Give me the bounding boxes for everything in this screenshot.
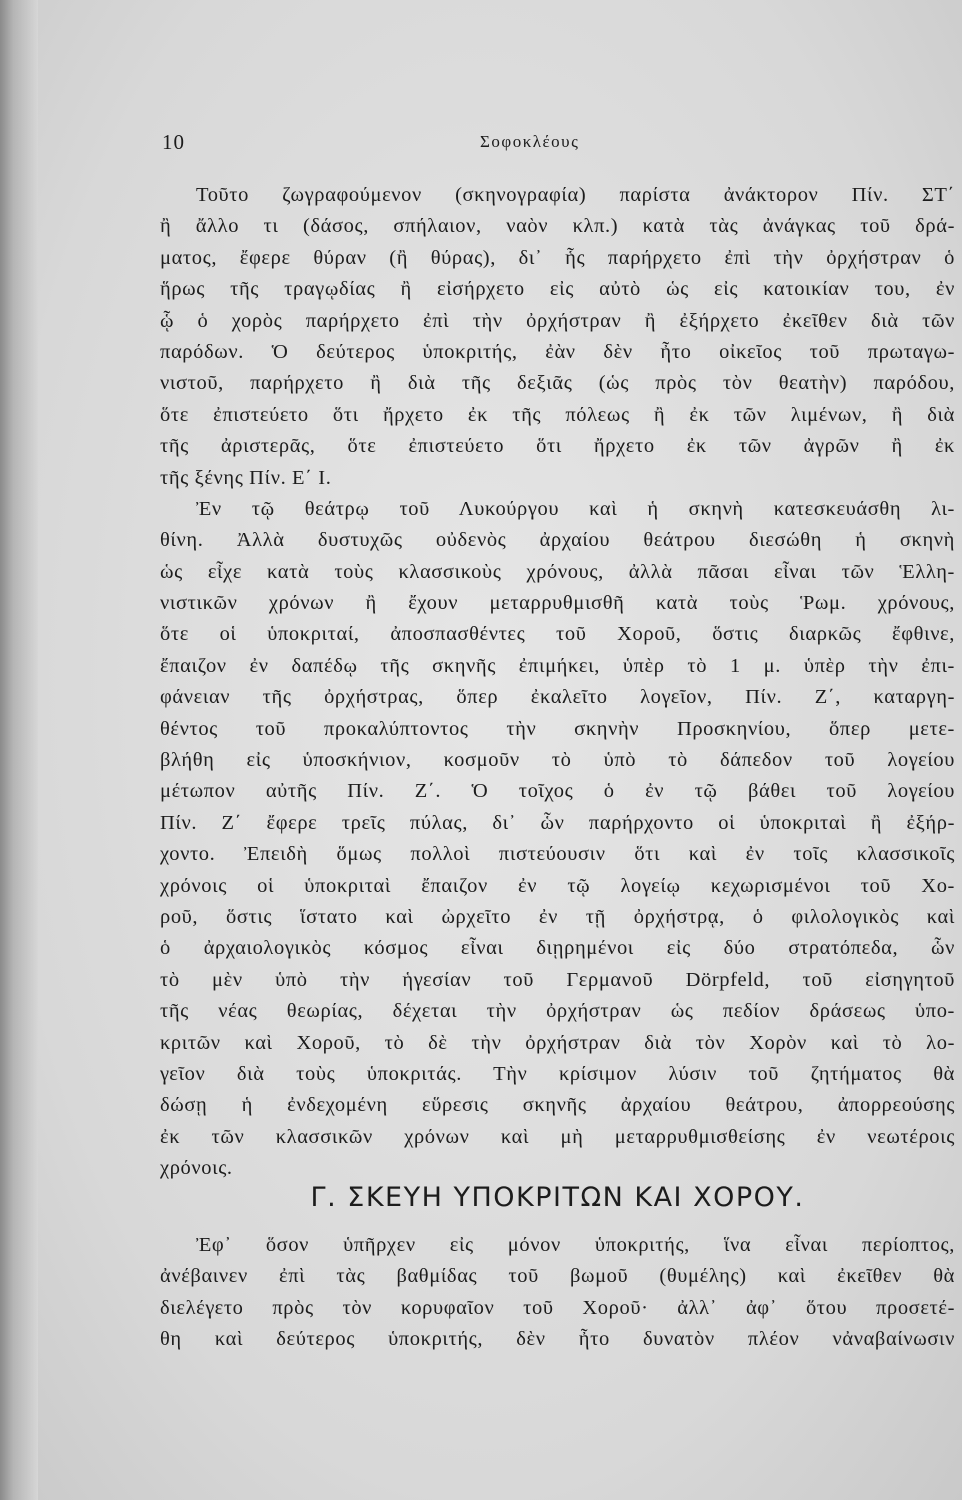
text-line: γεῖον διὰ τοὺς ὑποκριτάς. Τὴν κρίσιμον λύσιν τοῦ ζητήματος θὰ	[160, 1062, 955, 1085]
text-line: ροῦ, ὅστις ἵστατο καὶ ὠρχεῖτο ἐν τῇ ὀρχήστρᾳ, ὁ φιλολογικὸς καὶ	[160, 905, 955, 928]
body-text	[160, 180, 955, 1185]
text-line: Τοῦτο ζωγραφούμενον (σκηνογραφία) παρίστα ἀνάκτορον Πίν. ΣΤ΄	[196, 184, 955, 206]
text-line: παρόδων. Ὁ δεύτερος ὑποκριτής, ἐὰν δὲν ἦτο οἰκεῖος τοῦ πρωταγω-	[160, 340, 955, 363]
text-line: θίνη. Ἀλλὰ δυστυχῶς οὐδενὸς ἀρχαίου θεάτρου διεσώθη ἡ σκηνὴ	[160, 529, 955, 552]
text-line: τῆς ξένης Πίν. Ε΄ Ι.	[160, 466, 332, 489]
text-line: ματος, ἔφερε θύραν (ἢ θύρας), δι᾽ ἧς παρήρχετο ἐπὶ τὴν ὀρχήστραν ὁ	[160, 246, 955, 269]
text-line: θη καὶ δεύτερος ὑποκριτής, δὲν ἦτο δυνατὸν πλέον νἀναβαίνωσιν	[160, 1328, 955, 1351]
section-text	[160, 1230, 955, 1356]
text-line: θέντος τοῦ προκαλύπτοντος τὴν σκηνὴν Προσκηνίου, ὅπερ μετε-	[160, 717, 955, 740]
text-line: διελέγετο πρὸς τὸν κορυφαῖον τοῦ Χοροῦ· ἀλλ᾽ ἀφ᾽ ὅτου προσετέ-	[160, 1296, 955, 1319]
section-heading: Γ. ΣΚΕΥΗ ΥΠΟΚΡΙΤΩΝ ΚΑΙ ΧΟΡΟΥ.	[310, 1182, 805, 1213]
page-header	[160, 130, 960, 160]
text-line: χρόνοις οἱ ὑποκριταὶ ἔπαιζον ἐν τῷ λογείῳ κεχωρισμένοι τοῦ Χο-	[160, 874, 955, 897]
text-line: τῆς νέας θεωρίας, δέχεται τὴν ὀρχήστραν ὡς πεδίον δράσεως ὑπο-	[160, 1000, 955, 1023]
text-line: νιστοῦ, παρήρχετο ἢ διὰ τῆς δεξιᾶς (ὡς πρὸς τὸν θεατὴν) παρόδου,	[160, 372, 955, 395]
text-line: ὁ ἀρχαιολογικὸς κόσμος εἶναι διῃρημένοι εἰς δύο στρατόπεδα, ὧν	[160, 937, 955, 960]
text-line: τὸ μὲν ὑπὸ τὴν ἡγεσίαν τοῦ Γερμανοῦ Dörpfeld, τοῦ εἰσηγητοῦ	[160, 968, 955, 991]
running-head: Σοφοκλέους	[480, 132, 580, 151]
text-line: χρόνοις.	[160, 1157, 233, 1180]
text-line: μέτωπον αὐτῆς Πίν. Ζ΄. Ὁ τοῖχος ὁ ἐν τῷ βάθει τοῦ λογείου	[160, 780, 955, 803]
text-line: ὡς εἶχε κατὰ τοὺς κλασσικοὺς χρόνους, ἀλλὰ πᾶσαι εἶναι τῶν Ἑλλη-	[160, 560, 955, 583]
text-line: Πίν. Ζ΄ ἔφερε τρεῖς πύλας, δι᾽ ὧν παρήρχοντο οἱ ὑποκριταὶ ἢ ἐξήρ-	[160, 811, 955, 834]
text-line: ἐκ τῶν κλασσικῶν χρόνων καὶ μὴ μεταρρυθμισθείσης ἐν νεωτέροις	[160, 1125, 955, 1148]
text-line: Ἐφ᾽ ὅσον ὑπῆρχεν εἰς μόνον ὑποκριτής, ἵνα εἶναι περίοπτος,	[196, 1234, 955, 1256]
text-line: ὅτε ἐπιστεύετο ὅτι ἤρχετο ἐκ τῆς πόλεως ἢ ἐκ τῶν λιμένων, ἢ διὰ	[160, 403, 955, 426]
page-binding-shadow	[0, 0, 38, 1500]
text-line: ὅτε οἱ ὑποκριταί, ἀποσπασθέντες τοῦ Χοροῦ, ὅστις διαρκῶς ἔφθινε,	[160, 623, 955, 646]
text-line: ᾧ ὁ χορὸς παρήρχετο ἐπὶ τὴν ὀρχήστραν ἢ ἐξήρχετο ἐκεῖθεν διὰ τῶν	[160, 309, 955, 332]
text-line: χοντο. Ἐπειδὴ ὅμως πολλοὶ πιστεύουσιν ὅτι καὶ ἐν τοῖς κλασσικοῖς	[160, 843, 955, 866]
text-line: βλήθη εἰς ὑποσκήνιον, κοσμοῦν τὸ ὑπὸ τὸ δάπεδον τοῦ λογείου	[160, 749, 955, 772]
text-line: φάνειαν τῆς ὀρχήστρας, ὅπερ ἐκαλεῖτο λογεῖον, Πίν. Ζ΄, καταργη-	[160, 686, 955, 709]
text-line: δώσῃ ἡ ἐνδεχομένη εὕρεσις σκηνῆς ἀρχαίου θεάτρου, ἀπορρεούσης	[160, 1094, 955, 1117]
text-line: νιστικῶν χρόνων ἢ ἔχουν μεταρρυθμισθῆ κατὰ τοὺς Ῥωμ. χρόνους,	[160, 592, 955, 615]
text-line: ἔπαιζον ἐν δαπέδῳ τῆς σκηνῆς ἐπιμήκει, ὑπὲρ τὸ 1 μ. ὑπὲρ τὴν ἐπι-	[160, 654, 955, 677]
text-line: τῆς ἀριστερᾶς, ὅτε ἐπιστεύετο ὅτι ἤρχετο ἐκ τῶν ἀγρῶν ἢ ἐκ	[160, 435, 955, 458]
text-line: ἢ ἄλλο τι (δάσος, σπήλαιον, ναὸν κλπ.) κατὰ τὰς ἀνάγκας τοῦ δρά-	[160, 215, 955, 238]
page-number: 10	[162, 130, 185, 154]
text-line: ἀνέβαινεν ἐπὶ τὰς βαθμίδας τοῦ βωμοῦ (θυμέλης) καὶ ἐκεῖθεν θὰ	[160, 1265, 955, 1288]
text-line: ἥρως τῆς τραγῳδίας ἢ εἰσήρχετο εἰς αὐτὸ ὡς εἰς κατοικίαν του, ἐν	[160, 278, 955, 301]
text-line: Ἐν τῷ θεάτρῳ τοῦ Λυκούργου καὶ ἡ σκηνὴ κατεσκευάσθη λι-	[196, 497, 955, 520]
text-line: κριτῶν καὶ Χοροῦ, τὸ δὲ τὴν ὀρχήστραν διὰ τὸν Χορὸν καὶ τὸ λο-	[160, 1031, 955, 1054]
